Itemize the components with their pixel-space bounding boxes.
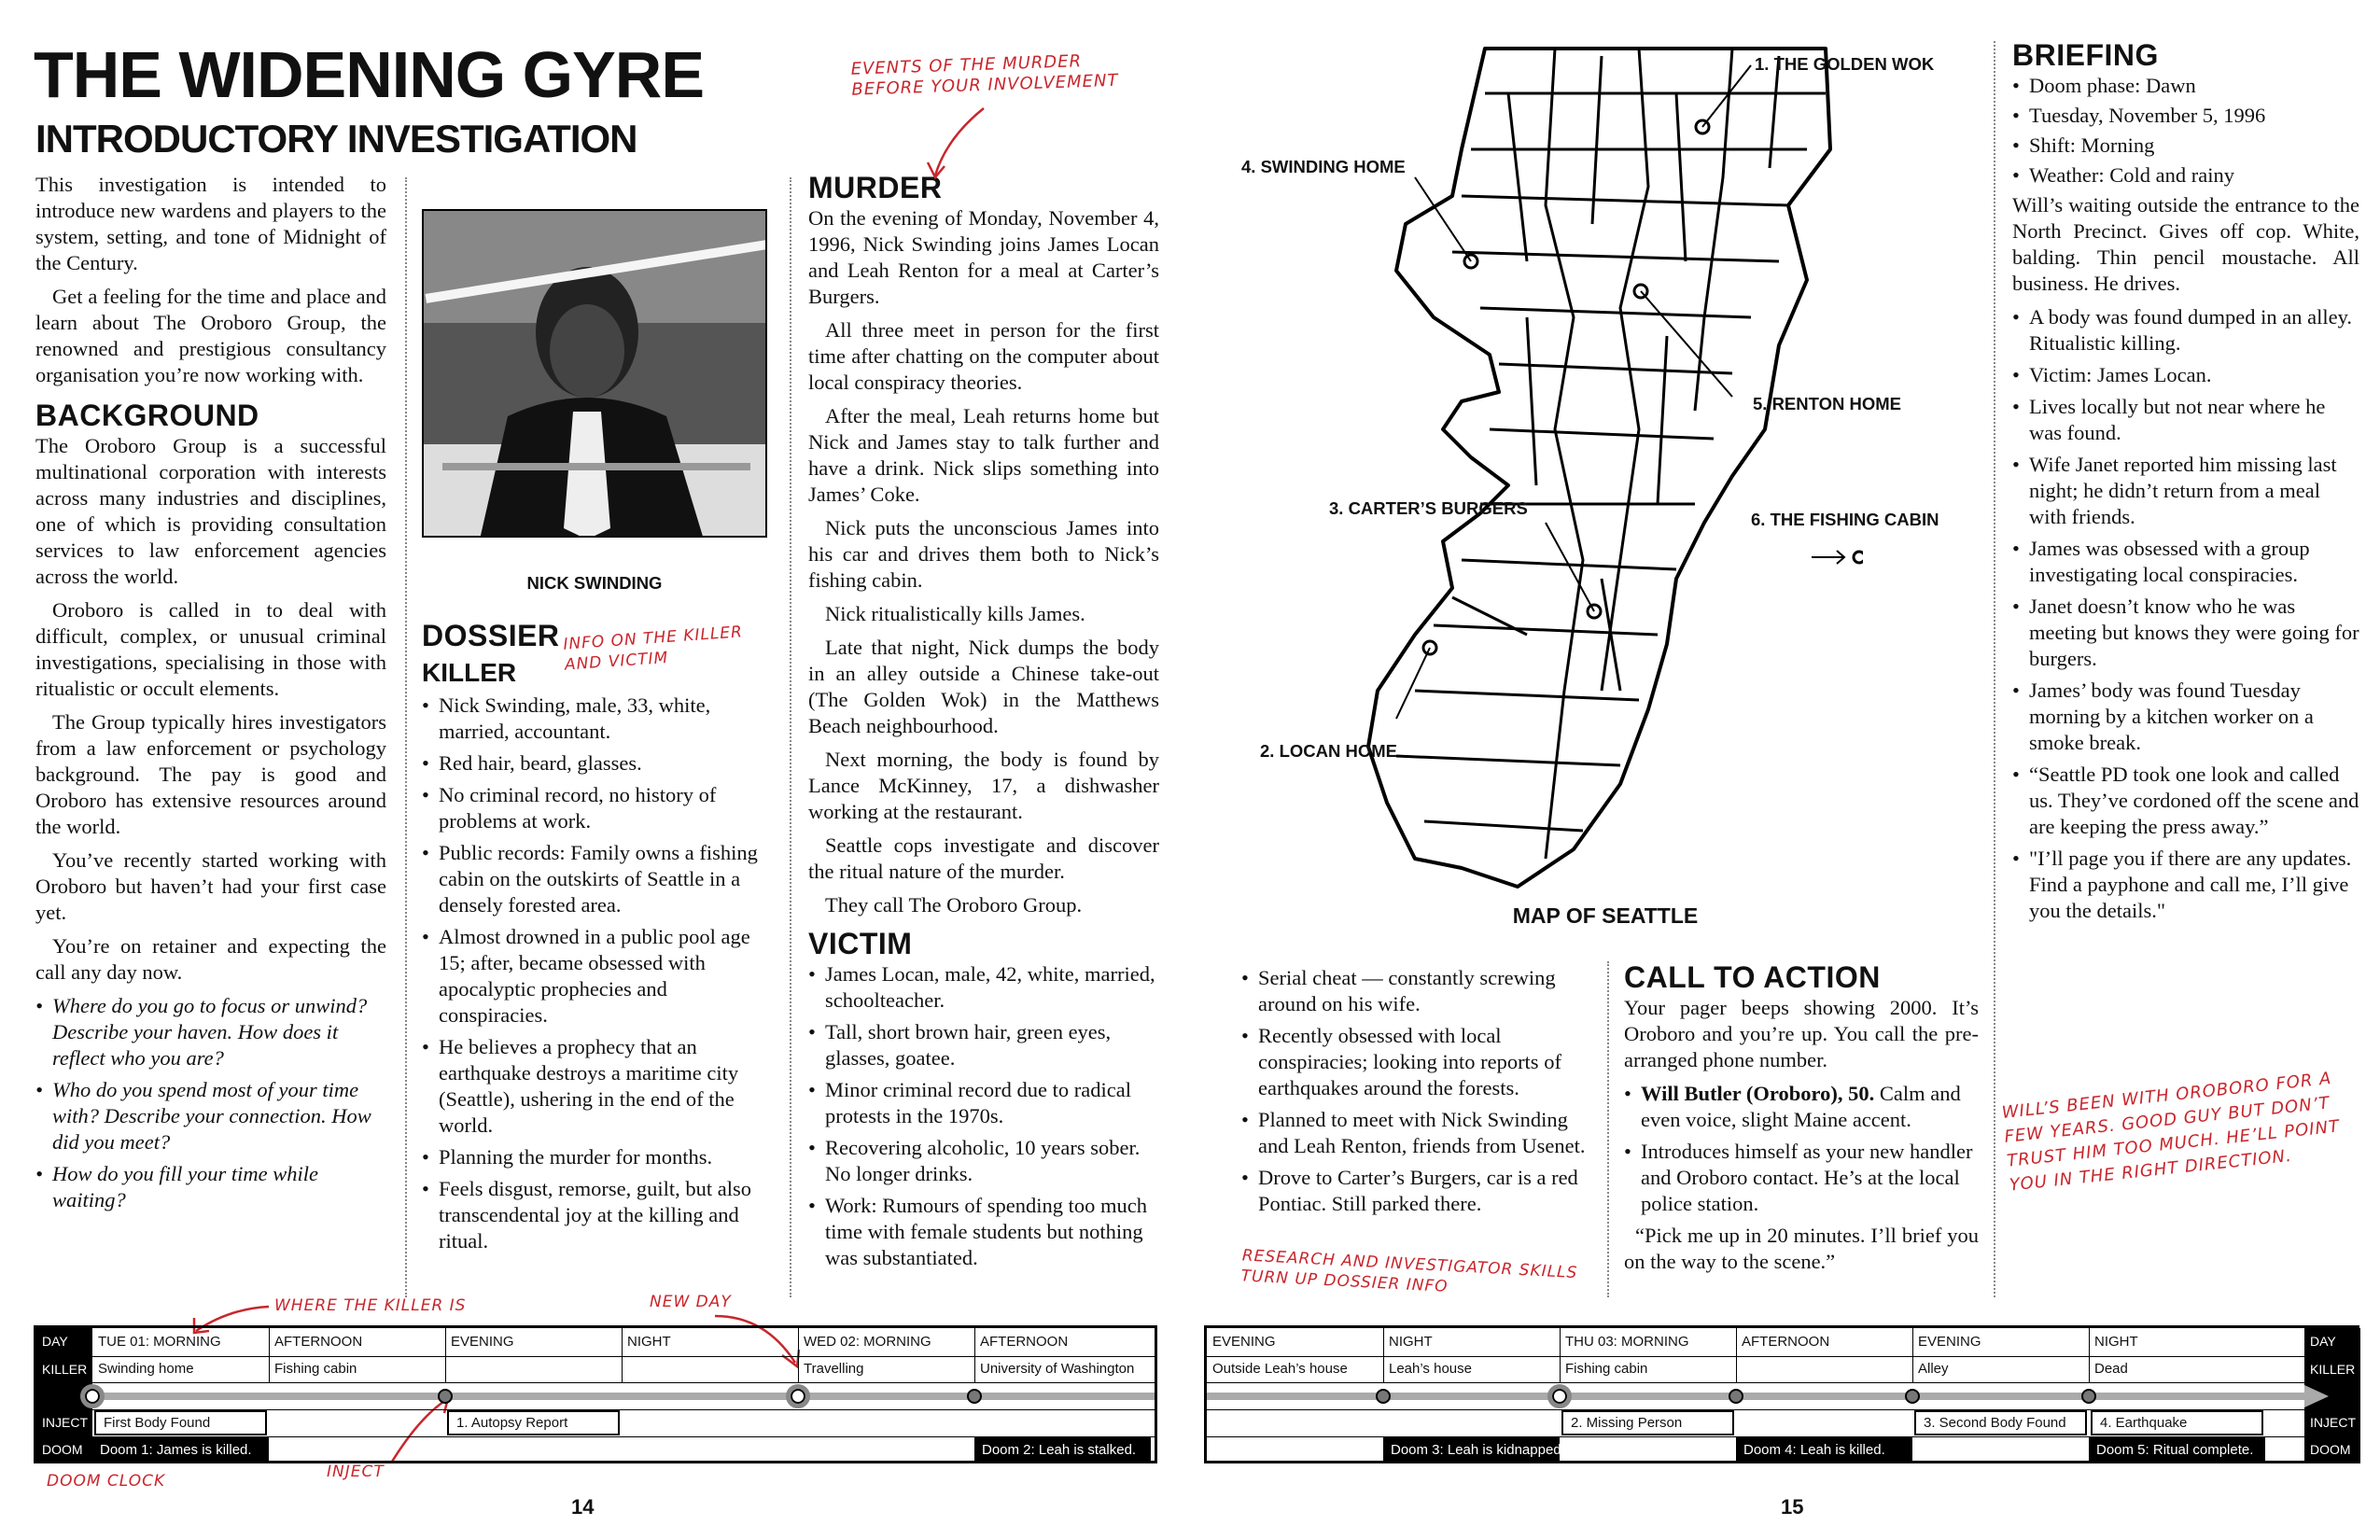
suspect-photo xyxy=(422,209,767,538)
label-inject: INJECT xyxy=(2304,1409,2360,1436)
intro-paragraph: This investigation is intended to introduce new wardens and players to the system, setting, and tone of Midnight of the Century. xyxy=(35,173,386,274)
list-item: • Recently obsessed with local conspiracies; looking into reports of earthquakes around the forests. xyxy=(1241,1023,1594,1101)
map-label-locan-home: 2. LOCAN HOME xyxy=(1260,741,1397,761)
label-day: DAY xyxy=(36,1328,92,1356)
list-item: • A body was found dumped in an alley. Ritualistic killing. xyxy=(2012,304,2359,357)
timeline-doom-cell: Doom 2: Leah is stalked. xyxy=(974,1437,1151,1463)
list-item xyxy=(1624,1081,1979,1133)
timeline-day-cell: NIGHT xyxy=(627,1334,671,1350)
timeline-marker-icon xyxy=(967,1389,982,1404)
background-paragraph: The Group typically hires investigators from a law enforcement or psychology background. The pay is good and Oroboro has extensive resources around the world. xyxy=(35,710,386,838)
timeline-inject-cell: 1. Autopsy Report xyxy=(447,1410,620,1435)
timeline-axis xyxy=(1207,1393,2304,1400)
timeline-day-cell: AFTERNOON xyxy=(1742,1334,1830,1350)
page-title: THE WIDENING GYRE xyxy=(34,38,705,111)
briefing-heading: BRIEFING xyxy=(2012,38,2159,72)
murder-paragraph: Nick ritualistically kills James. xyxy=(825,602,1085,625)
call-quote: “Pick me up in 20 minutes. I’ll brief you on the way to the scene.” xyxy=(1624,1224,1979,1273)
murder-paragraph: All three meet in person for the first time after chatting on the computer about local conspiracy theories. xyxy=(808,318,1159,394)
briefing-facts xyxy=(2012,73,2359,189)
timeline-killer-cell: University of Washington xyxy=(980,1361,1135,1377)
murder-paragraph: Seattle cops investigate and discover the ritual nature of the murder. xyxy=(808,833,1159,883)
list-item: • Introduces himself as your new handler and Oroboro contact. He’s at the local police station. xyxy=(1624,1139,1979,1217)
label-day: DAY xyxy=(2304,1328,2360,1356)
timeline-inject-cell: 4. Earthquake xyxy=(2091,1410,2263,1435)
suspect-photo-image xyxy=(424,211,767,538)
call-to-action-column xyxy=(1624,959,1979,1282)
list-item: • Weather: Cold and rainy xyxy=(2012,162,2359,189)
note-doom-clock: DOOM CLOCK xyxy=(47,1472,166,1491)
label-killer: KILLER xyxy=(2304,1356,2360,1382)
column-divider xyxy=(405,177,407,1297)
background-paragraph: You’ve recently started working with Oroboro but haven’t had your first case yet. xyxy=(35,848,386,924)
timeline-marker-icon xyxy=(1905,1389,1920,1404)
timeline-killer-cell: Leah’s house xyxy=(1389,1361,1472,1377)
timeline-killer-cell: Swinding home xyxy=(98,1361,194,1377)
map-caption: MAP OF SEATTLE xyxy=(1512,903,1699,928)
timeline-killer-cell: Dead xyxy=(2094,1361,2128,1377)
timeline-killer-cell: Outside Leah’s house xyxy=(1212,1361,1348,1377)
map-label-carters-burgers: 3. CARTER’S BURGERS xyxy=(1329,498,1528,518)
note-arrow xyxy=(918,101,993,185)
list-item: • No criminal record, no history of problems at work. xyxy=(422,782,767,834)
list-item: • Serial cheat — constantly screwing around on his wife. xyxy=(1241,965,1594,1017)
map-label-golden-wok: 1. THE GOLDEN WOK xyxy=(1755,54,1935,74)
timeline-doom-cell: Doom 4: Leah is killed. xyxy=(1736,1437,1912,1463)
note-research: RESEARCH AND INVESTIGATOR SKILLS TURN UP DOSSIER INFO xyxy=(1240,1246,1578,1296)
list-item: • He believes a prophecy that an earthquake destroys a maritime city (Seattle), ushering in the end of the world. xyxy=(422,1034,767,1139)
list-item: • Public records: Family owns a fishing cabin on the outskirts of Seattle in a densely forested area. xyxy=(422,840,767,918)
briefing-column xyxy=(2012,37,2359,930)
list-item: • Wife Janet reported him missing last night; he didn’t return from a meal with friends. xyxy=(2012,452,2359,530)
call-paragraph: Your pager beeps showing 2000. It’s Oroboro and you’re up. You call the pre-arranged phone number. xyxy=(1624,996,1979,1071)
timeline-day-cell: NIGHT xyxy=(2094,1334,2138,1350)
doom-clock-marker-icon xyxy=(1547,1384,1572,1408)
page-number-right: 15 xyxy=(1781,1495,1804,1519)
timeline-inject-cell: 2. Missing Person xyxy=(1561,1410,1734,1435)
list-item: • Recovering alcoholic, 10 years sober. No longer drinks. xyxy=(808,1135,1159,1187)
timeline-killer-cell: Travelling xyxy=(804,1361,864,1377)
list-item: • Shift: Morning xyxy=(2012,133,2359,159)
dossier-heading: DOSSIER xyxy=(422,619,560,652)
list-item: • Tall, short brown hair, green eyes, glasses, goatee. xyxy=(808,1019,1159,1071)
list-item: • Drove to Carter’s Burgers, car is a red Pontiac. Still parked there. xyxy=(1241,1165,1594,1217)
background-heading: BACKGROUND xyxy=(35,399,259,432)
list-item: • Tuesday, November 5, 1996 xyxy=(2012,103,2359,129)
list-item: • “Seattle PD took one look and called us. They’ve cordoned off the scene and are keeping the press away.” xyxy=(2012,762,2359,840)
note-will: WILL’S BEEN WITH OROBORO FOR A FEW YEARS. GOOD GUY BUT DON’T TRUST HIM TOO MUCH. HE’LL POINT YOU IN THE RIGHT DIRECTION. xyxy=(2000,1068,2341,1196)
list-item: • Red hair, beard, glasses. xyxy=(422,750,767,777)
column-divider xyxy=(790,177,791,1297)
timeline xyxy=(34,1325,2359,1463)
doom-clock-marker-icon xyxy=(80,1384,105,1408)
page-gutter xyxy=(1155,1325,1207,1463)
victim-facts-continued xyxy=(1241,965,1594,1217)
list-item: • How do you fill your time while waiting? xyxy=(35,1161,386,1213)
note-where: WHERE THE KILLER IS xyxy=(274,1296,467,1315)
timeline-day-cell: AFTERNOON xyxy=(274,1334,363,1350)
timeline-day-cell: TUE 01: MORNING xyxy=(98,1334,221,1350)
map-landmass xyxy=(1368,49,1830,887)
timeline-day-cell: WED 02: MORNING xyxy=(804,1334,931,1350)
murder-paragraph: On the evening of Monday, November 4, 1996, Nick Swinding joins James Locan and Leah Renton for a meal at Carter’s Burgers. xyxy=(808,206,1159,308)
doom-clock-marker-icon xyxy=(786,1384,810,1408)
list-item: • James was obsessed with a group investigating local conspiracies. xyxy=(2012,536,2359,588)
page-subtitle: INTRODUCTORY INVESTIGATION xyxy=(35,117,637,161)
list-item: • James’ body was found Tuesday morning by a kitchen worker on a smoke break. xyxy=(2012,678,2359,756)
timeline-day-cell: EVENING xyxy=(451,1334,514,1350)
note-inject: INJECT xyxy=(327,1463,385,1481)
note-events: EVENTS OF THE MURDER BEFORE YOUR INVOLVEMENT xyxy=(850,51,1119,100)
timeline-day-cell: AFTERNOON xyxy=(980,1334,1069,1350)
briefing-paragraph: Will’s waiting outside the entrance to the North Precinct. Gives off cop. White, balding. Thin pencil moustache. All business. He drives. xyxy=(2012,193,2359,295)
background-paragraph: Oroboro is called in to deal with difficult, complex, or unusual criminal investigations, specialising in those with ritualistic or occult elements. xyxy=(35,598,386,700)
timeline-day-cell: EVENING xyxy=(1212,1334,1276,1350)
timeline-arrow-icon xyxy=(2304,1385,2329,1407)
list-item: • Janet doesn’t know who he was meeting but knows they were going for burgers. xyxy=(2012,594,2359,672)
label-doom: DOOM xyxy=(2304,1436,2360,1463)
list-item: • Nick Swinding, male, 33, white, married, accountant. xyxy=(422,693,767,745)
list-item: • "I’ll page you if there are any updates. Find a payphone and call me, I’ll give you the details." xyxy=(2012,846,2359,924)
timeline-inject-cell: First Body Found xyxy=(94,1410,267,1435)
victim-heading: VICTIM xyxy=(808,927,913,960)
timeline-marker-icon xyxy=(1729,1389,1743,1404)
photo-caption: NICK SWINDING xyxy=(526,573,663,593)
timeline-inject-cell: 3. Second Body Found xyxy=(1914,1410,2087,1435)
note-info: INFO ON THE KILLER AND VICTIM xyxy=(562,623,744,675)
timeline-killer-cell: Alley xyxy=(1918,1361,1949,1377)
timeline-doom-cell: Doom 1: James is killed. xyxy=(92,1437,269,1463)
reflection-questions xyxy=(35,993,386,1213)
list-item: • Doom phase: Dawn xyxy=(2012,73,2359,99)
map-label-fishing-cabin: 6. THE FISHING CABIN xyxy=(1751,510,1939,529)
timeline-day-cell: EVENING xyxy=(1918,1334,1981,1350)
call-to-action-heading: CALL TO ACTION xyxy=(1624,960,1881,994)
murder-column xyxy=(808,170,1159,1277)
killer-heading: KILLER xyxy=(422,658,517,687)
timeline-day-cell: NIGHT xyxy=(1389,1334,1433,1350)
killer-facts xyxy=(422,693,767,1254)
column-divider xyxy=(1994,41,1995,1297)
timeline-killer-cell: Fishing cabin xyxy=(274,1361,357,1377)
background-paragraph: The Oroboro Group is a successful multinational corporation with interests across many industries and disciplines, one of which is providing consultation services to law enforcement agencies across the world. xyxy=(35,434,386,588)
list-item: • James Locan, male, 42, white, married, schoolteacher. xyxy=(808,961,1159,1014)
timeline-marker-icon xyxy=(2081,1389,2096,1404)
dossier-column xyxy=(422,618,767,1260)
list-item: • Almost drowned in a public pool age 15; after, became obsessed with apocalyptic prophecies and conspiracies. xyxy=(422,924,767,1029)
label-killer: KILLER xyxy=(36,1356,92,1382)
timeline-doom-cell: Doom 3: Leah is kidnapped. xyxy=(1383,1437,1560,1463)
handler-description: Calm and even voice, slight Maine accent. xyxy=(1641,1082,1961,1131)
murder-paragraph: Nick puts the unconscious James into his car and drives them both to Nick’s fishing cabin. xyxy=(808,516,1159,592)
murder-paragraph: After the meal, Leah returns home but Nick and James stay to talk further and have a drink. Nick slips something into James’ Coke. xyxy=(808,404,1159,506)
background-paragraph: You’re on retainer and expecting the call any day now. xyxy=(35,934,386,984)
timeline-doom-cell: Doom 5: Ritual complete. xyxy=(2089,1437,2265,1463)
handler-name: Will Butler (Oroboro), 50. xyxy=(1641,1082,1875,1105)
seattle-map xyxy=(1340,37,1863,896)
label-doom: DOOM xyxy=(36,1436,92,1463)
map-label-renton-home: 5. RENTON HOME xyxy=(1753,394,1901,413)
timeline-axis xyxy=(92,1393,1155,1400)
page-number-left: 14 xyxy=(571,1495,595,1519)
list-item: • Where do you go to focus or unwind? Describe your haven. How does it reflect who you are? xyxy=(35,993,386,1071)
map-label-swinding-home: 4. SWINDING HOME xyxy=(1241,157,1406,176)
briefing-items xyxy=(2012,304,2359,924)
list-item: • Who do you spend most of your time with? Describe your connection. How did you meet? xyxy=(35,1077,386,1155)
murder-paragraph: Late that night, Nick dumps the body in an alley outside a Chinese take-out (The Golden Wok) in the Matthews Beach neighbourhood. xyxy=(808,636,1159,737)
list-item: • Planned to meet with Nick Swinding and Leah Renton, friends from Usenet. xyxy=(1241,1107,1594,1159)
timeline-day-cell: THU 03: MORNING xyxy=(1565,1334,1689,1350)
list-item: • Work: Rumours of spending too much time with female students but nothing was substantiated. xyxy=(808,1193,1159,1271)
list-item: • Minor criminal record due to radical protests in the 1970s. xyxy=(808,1077,1159,1129)
murder-heading: MURDER xyxy=(808,171,943,204)
note-new-day: NEW DAY xyxy=(650,1293,732,1311)
list-item: • Lives locally but not near where he was found. xyxy=(2012,394,2359,446)
timeline-marker-icon xyxy=(1376,1389,1391,1404)
timeline-marker-icon xyxy=(438,1389,453,1404)
timeline-killer-cell: Fishing cabin xyxy=(1565,1361,1648,1377)
murder-paragraph: Next morning, the body is found by Lance McKinney, 17, a dishwasher working at the restaurant. xyxy=(808,748,1159,823)
victim-facts xyxy=(808,961,1159,1271)
column-divider xyxy=(1607,961,1609,1297)
victim-continued-column xyxy=(1241,965,1594,1223)
list-item: • Victim: James Locan. xyxy=(2012,362,2359,388)
intro-paragraph: Get a feeling for the time and place and learn about The Oroboro Group, the renowned and prestigious consultancy organisation you’re now working with. xyxy=(35,285,386,386)
label-inject: INJECT xyxy=(36,1409,92,1436)
list-item: • Feels disgust, remorse, guilt, but also transcendental joy at the killing and ritual. xyxy=(422,1176,767,1254)
call-facts xyxy=(1624,1081,1979,1217)
list-item: • Planning the murder for months. xyxy=(422,1144,767,1170)
murder-paragraph: They call The Oroboro Group. xyxy=(825,893,1083,917)
intro-column xyxy=(35,172,386,1219)
